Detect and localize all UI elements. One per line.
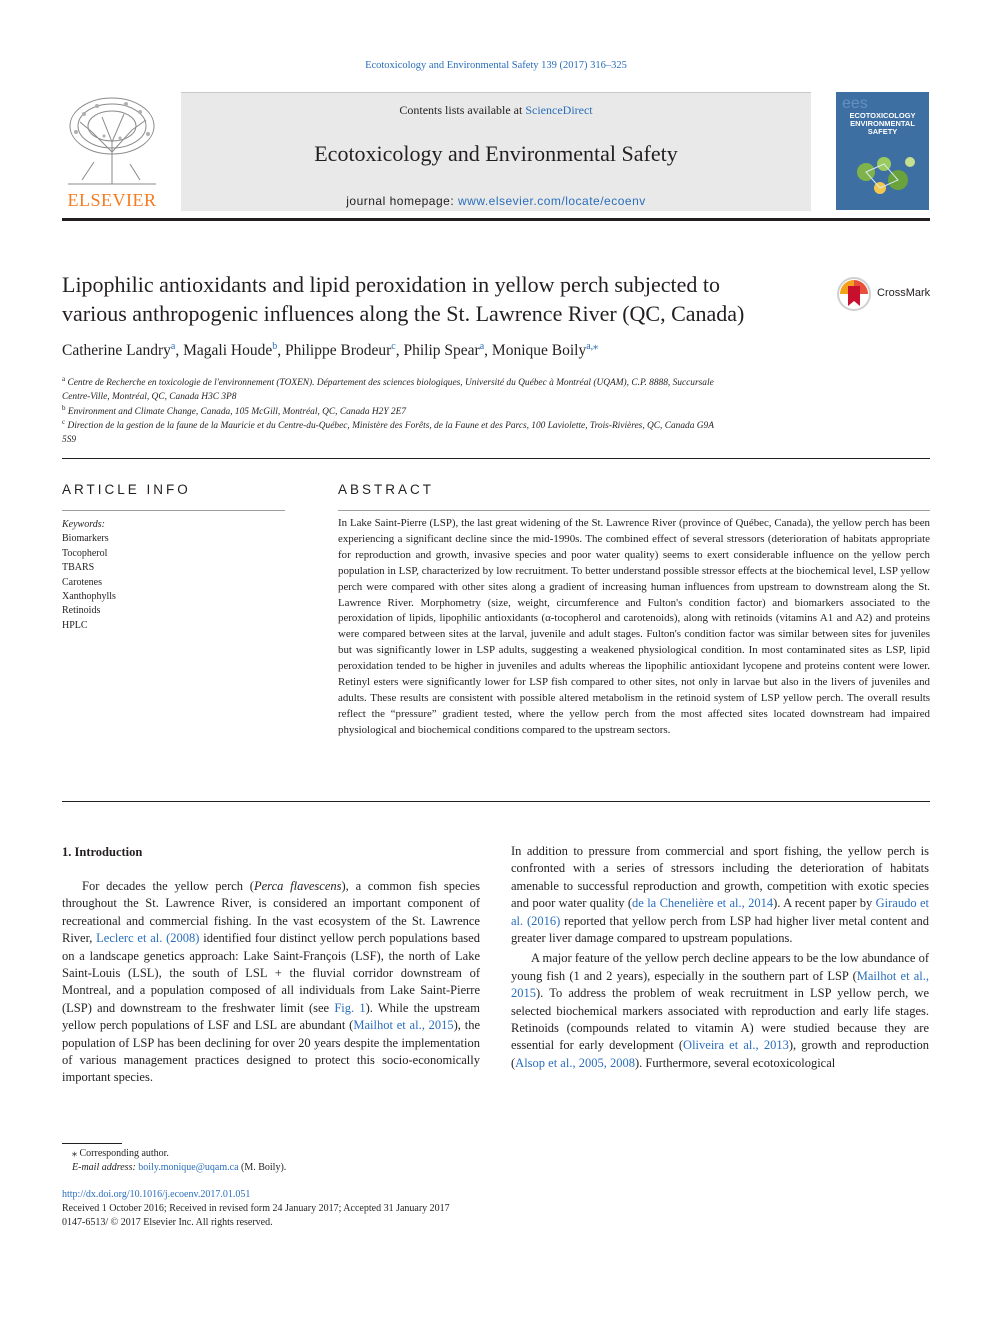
affiliation-marker: a — [62, 375, 66, 383]
sciencedirect-link[interactable]: ScienceDirect — [525, 103, 593, 117]
text-run: ), a common fish species throughout the St. Lawrence River, is considered an important component of recreational and commercial fishing. In the vast ecosystem of the St. Lawrence River, — [62, 879, 481, 946]
affiliation-c — [62, 415, 814, 447]
intro-paragraph-1 — [62, 878, 480, 1087]
elsevier-wordmark: ELSEVIER — [67, 190, 157, 210]
email-link[interactable]: boily.monique@uqam.ca — [138, 1162, 239, 1173]
elsevier-logo[interactable] — [62, 92, 162, 210]
keywords-label: Keywords: — [62, 519, 105, 530]
text-run: A major feature of the yellow perch decline appears to be the low abundance of young fish (1 and 2 years), especially in the southern part of LSP ( — [511, 951, 929, 983]
crossmark-button[interactable] — [836, 276, 936, 312]
affiliation-text: Environment and Climate Change, Canada, 105 McGill, Montréal, QC, Canada H2Y 2E7 — [67, 407, 407, 418]
journal-homepage-line — [181, 194, 811, 208]
cover-title-line1: ECOTOXICOLOGY — [849, 111, 916, 120]
masthead-divider — [62, 218, 930, 221]
author-affiliation-marker[interactable]: c — [391, 341, 396, 352]
text-run: ). A recent paper by — [773, 896, 876, 911]
text-run: reported that yellow perch from LSP had higher liver metal content and greater liver damage compared to upstream populations. — [511, 913, 929, 946]
keyword: Tocopherol — [62, 547, 108, 559]
reference-link[interactable]: Mailhot et al., 2015 — [511, 968, 929, 1001]
journal-name: Ecotoxicology and Environmental Safety — [314, 141, 678, 166]
author-affiliation-marker[interactable]: a — [479, 341, 485, 352]
reference-link[interactable]: de la Chenelière et al., 2014 — [632, 896, 774, 911]
affiliation-text: Centre de Recherche en toxicologie de l'environnement (TOXEN). Département des sciences biologiques, Université du Québec à Montréal (UQAM), C.P. 8888, Succursale — [67, 378, 714, 389]
received-dates: Received 1 October 2016; Received in revised form 24 January 2017; Accepted 31 January 2017 — [62, 1203, 450, 1214]
email-label: E-mail address: — [72, 1162, 139, 1173]
reference-link[interactable]: Mailhot et al., 2015 — [353, 1018, 454, 1033]
keyword: Carotenes — [62, 576, 102, 588]
author-affiliation-marker[interactable]: a — [170, 341, 176, 352]
affiliation-text: Direction de la gestion de la faune de la Mauricie et du Centre-du-Québec, Ministère des Forêts, de la Faune et des Parcs, 100 Laviolette, Trois-Rivières, QC, Canada G9A — [67, 421, 714, 432]
affiliation-marker: c — [62, 418, 66, 426]
text-run: ), the population of LSP has been declining for over 20 years despite the implementation of various management practices designed to protect this socio-economically important species. — [62, 1018, 481, 1085]
header-divider — [62, 458, 930, 459]
text-run: ). While the upstream yellow perch populations of LSF and LSL are abundant ( — [62, 1000, 480, 1033]
cover-title-line3: SAFETY — [867, 127, 898, 136]
abstract-text: In Lake Saint-Pierre (LSP), the last great widening of the St. Lawrence River (province of Québec, Canada), the yellow perch has been experiencing a significant decline since the mid-1990s. The combined effect of several stressors (deterioration of habitats appropriate for reproduction and growth, invasive species and poor water quality) seems to exert considerable influence on the yellow perch population in LSP, characterized by low recruitment. To better understand possible stressor effects at the biochemical level, LSP yellow perch were compared with other sites along a gradient of increasing human influences from upstream to downstream along the St. Lawrence River. Morphometry (size, weight, circumference and Fulton's condition factor) and biomarkers associated to the peroxidation of lipids, lipophilic antioxidants (α-tocopherol and carotenoids), along with retinoids (vitamins A1 and A2) and proteins were compared between sites at the larval, juvenile and adult stages. Fulton's condition factor was similar between sites for juveniles but was significantly lower in LSP adults, suggesting a weakened physiological condition. In most contaminated sites as LSP, lipid peroxidation tended to be higher in juveniles and adults whereas the lipophilic antioxidant lycopene and proteins content were lower. Retinyl esters were significantly lower for LSP fish compared to other sites, not only in larvae but also in the livers of juveniles and adults. These results are consistent with possible altered metabolism in the retinoid system of LSP yellow perch. The overall results reflect the “pressure” gradient tested, where the yellow perch from the most affected sites located downstream had impaired physiological and biochemical conditions compared to the upstream sectors. — [338, 517, 930, 736]
author-name[interactable]: Magali Houde — [183, 342, 273, 360]
abstract-heading: ABSTRACT — [338, 482, 435, 497]
text-run: identified four distinct yellow perch populations based on a landscape genetics approach: Lake Saint-François (LSF), the north of Lake Saint-Louis (LSL), the south of LSL + the fluvial corridor downstream of Montreal, and a population composed of all individuals from Lake Saint-Pierre (LSP) and downstream to the freshwater limit (see — [62, 931, 480, 1015]
body-column-right — [511, 843, 929, 1072]
text-run: ). To address the problem of weak recruitment in LSP yellow perch, we selected biochemical markers associated with reproduction and early life stages. Retinoids (compounds related to vitamin A) were studied because they are essential for early development ( — [511, 986, 929, 1053]
affiliation-text-cont: 5S9 — [62, 435, 77, 446]
footnote-rule — [62, 1143, 122, 1144]
journal-masthead — [181, 92, 811, 211]
keyword: HPLC — [62, 619, 88, 631]
email-note — [72, 1161, 286, 1175]
journal-homepage-link[interactable]: www.elsevier.com/locate/ecoenv — [458, 194, 646, 208]
author-name[interactable]: Catherine Landry — [62, 342, 171, 360]
intro-paragraph-2 — [511, 843, 929, 947]
cover-art-icon — [836, 92, 929, 210]
corresponding-author-note: ⁎ Corresponding author. — [72, 1148, 169, 1159]
article-title-line2: various anthropogenic influences along the St. Lawrence River (QC, Canada) — [62, 301, 745, 326]
text-run: ), growth and reproduction ( — [511, 1038, 929, 1070]
text-run: In addition to pressure from commercial and sport fishing, the yellow perch is confronted with a series of stressors including the deterioration of habitats amenable to successful reproduction and growth, competition with exotic species and poor water quality ( — [511, 844, 929, 911]
abstract-divider — [62, 801, 930, 802]
keyword: Biomarkers — [62, 533, 109, 545]
reference-link[interactable]: Leclerc et al. (2008) — [96, 931, 200, 946]
text-run: ). Furthermore, several ecotoxicological — [634, 1055, 836, 1070]
figure-link[interactable]: Fig. 1 — [334, 1000, 366, 1015]
cover-title-line2: ENVIRONMENTAL — [850, 119, 915, 128]
doi-link[interactable] — [62, 1188, 250, 1202]
article-title — [62, 270, 822, 328]
affiliation-marker: b — [62, 404, 66, 412]
author-name[interactable]: Philippe Brodeur — [284, 342, 392, 360]
author-name[interactable]: Philip Spear — [403, 342, 480, 360]
article-info-heading: ARTICLE INFO — [62, 482, 191, 497]
author-list: Catherine Landry$^a$, Magali Houde$^b$, Philippe Brodeur$^c$, Philip Spear$^a$, Monique Boily$^{a,⁎}$ — [62, 341, 599, 360]
author-affiliation-marker[interactable]: b — [272, 341, 278, 352]
keyword: TBARS — [62, 562, 95, 574]
article-info-rule — [62, 510, 285, 511]
journal-citation[interactable]: Ecotoxicology and Environmental Safety 139 (2017) 316–325 — [365, 60, 627, 71]
species-name: Perca flavescens — [253, 879, 342, 893]
contents-prefix: Contents lists available at — [399, 103, 526, 117]
body-column-left — [62, 878, 480, 1087]
homepage-prefix: journal homepage: — [346, 194, 458, 208]
svg-text:ees: ees — [842, 95, 868, 112]
abstract-rule — [338, 510, 930, 511]
email-suffix: (M. Boily). — [238, 1162, 287, 1173]
keywords-list — [62, 518, 282, 633]
author-name[interactable]: Monique Boily — [491, 342, 587, 360]
copyright-line: 0147-6513/ © 2017 Elsevier Inc. All rights reserved. — [62, 1217, 273, 1228]
reference-link[interactable]: Alsop et al., 2005, 2008 — [515, 1055, 635, 1070]
author-affiliation-marker[interactable]: a,⁎ — [586, 341, 599, 352]
journal-cover-image[interactable] — [836, 92, 929, 210]
crossmark-label: CrossMark — [877, 287, 931, 299]
affiliation-text-cont: Centre-Ville, Montréal, QC, Canada H3C 3P8 — [62, 392, 237, 403]
keyword: Retinoids — [62, 605, 101, 617]
reference-link[interactable]: Giraudo et al. (2016) — [511, 896, 929, 928]
text-run: For decades the yellow perch ( — [82, 879, 254, 893]
crossmark-icon — [836, 276, 872, 312]
keyword: Xanthophylls — [62, 591, 116, 603]
reference-link[interactable]: Oliveira et al., 2013 — [683, 1038, 789, 1053]
cover-title — [836, 112, 929, 136]
contents-lists-line — [181, 103, 811, 118]
tree-icon — [62, 92, 162, 188]
article-title-line1: Lipophilic antioxidants and lipid peroxidation in yellow perch subjected to — [62, 272, 721, 297]
section-heading-introduction: 1. Introduction — [62, 845, 143, 859]
affiliation-a — [62, 372, 814, 404]
doi-link-text[interactable]: http://dx.doi.org/10.1016/j.ecoenv.2017.01.051 — [62, 1189, 251, 1200]
intro-paragraph-3 — [511, 950, 929, 1072]
